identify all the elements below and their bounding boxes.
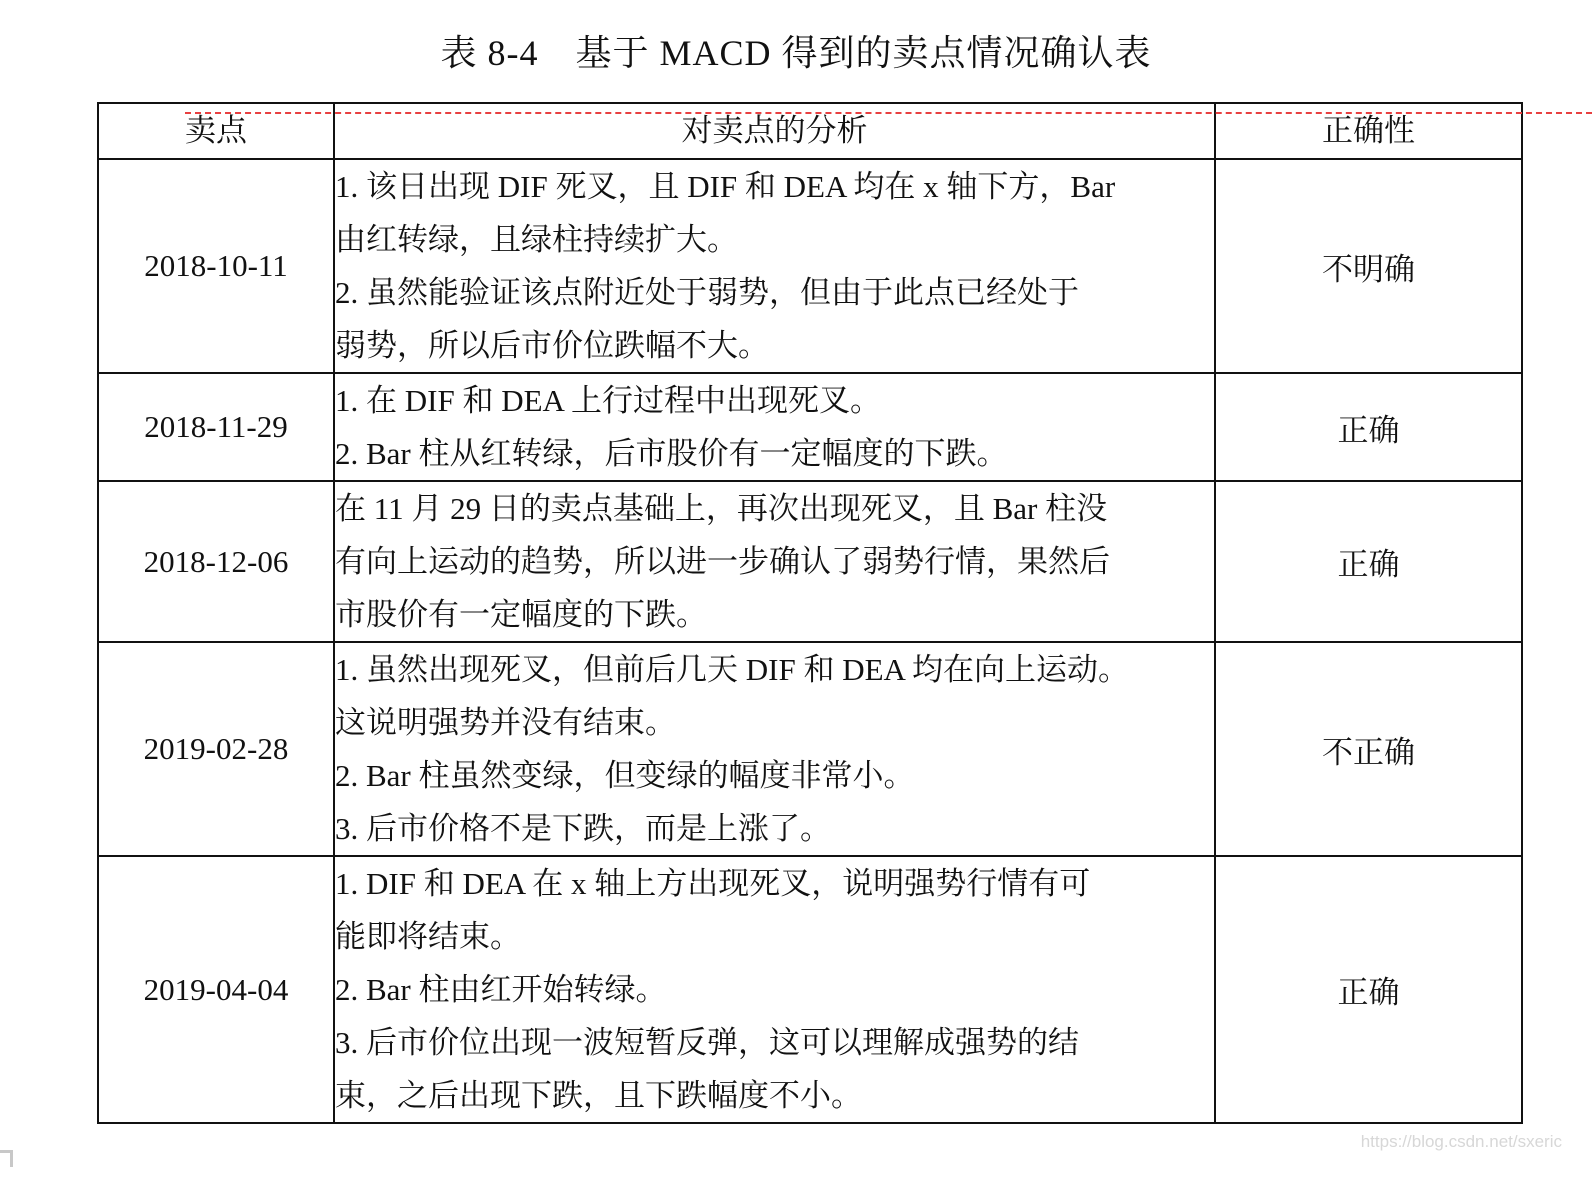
watermark-url: https://blog.csdn.net/sxeric xyxy=(1360,1132,1562,1151)
table-row xyxy=(98,373,1522,481)
header-analysis: 对卖点的分析 xyxy=(334,103,1215,159)
red-dashed-guide-line xyxy=(185,112,1592,114)
analysis-text xyxy=(334,642,1215,856)
table-row xyxy=(98,481,1522,642)
analysis-line: 能即将结束。 xyxy=(335,919,521,954)
analysis-text xyxy=(334,373,1215,481)
table-row xyxy=(98,642,1522,856)
correctness-value: 正确 xyxy=(1215,481,1522,642)
analysis-text xyxy=(334,856,1215,1123)
analysis-line: 弱势，所以后市价位跌幅不大。 xyxy=(335,328,769,363)
analysis-line: 3. 后市价位出现一波短暂反弹，这可以理解成强势的结 xyxy=(335,1025,1079,1060)
analysis-line: 市股价有一定幅度的下跌。 xyxy=(335,597,707,632)
sell-point-confirmation-table xyxy=(97,102,1523,1124)
correctness-value: 不明确 xyxy=(1215,159,1522,373)
table-row xyxy=(98,159,1522,373)
analysis-line: 这说明强势并没有结束。 xyxy=(335,705,676,740)
analysis-line: 1. DIF 和 DEA 在 x 轴上方出现死叉，说明强势行情有可 xyxy=(335,866,1091,901)
analysis-line: 2. Bar 柱由红开始转绿。 xyxy=(335,972,667,1007)
correctness-value: 不正确 xyxy=(1215,642,1522,856)
analysis-line: 由红转绿，且绿柱持续扩大。 xyxy=(335,222,738,257)
analysis-line: 2. 虽然能验证该点附近处于弱势，但由于此点已经处于 xyxy=(335,275,1079,310)
analysis-line: 1. 在 DIF 和 DEA 上行过程中出现死叉。 xyxy=(335,383,881,418)
correctness-value: 正确 xyxy=(1215,856,1522,1123)
analysis-line: 2. Bar 柱虽然变绿，但变绿的幅度非常小。 xyxy=(335,758,915,793)
analysis-line: 在 11 月 29 日的卖点基础上，再次出现死叉，且 Bar 柱没 xyxy=(335,491,1108,526)
table-row xyxy=(98,856,1522,1123)
analysis-text xyxy=(334,159,1215,373)
header-correctness: 正确性 xyxy=(1215,103,1522,159)
sell-point-date: 2018-11-29 xyxy=(98,373,334,481)
table-caption: 表 8-4 基于 MACD 得到的卖点情况确认表 xyxy=(440,33,1152,73)
analysis-line: 2. Bar 柱从红转绿，后市股价有一定幅度的下跌。 xyxy=(335,436,1008,471)
analysis-line: 1. 虽然出现死叉，但前后几天 DIF 和 DEA 均在向上运动。 xyxy=(335,652,1129,687)
correctness-value: 正确 xyxy=(1215,373,1522,481)
corner-bracket-icon xyxy=(0,1150,13,1167)
analysis-line: 3. 后市价格不是下跌，而是上涨了。 xyxy=(335,811,831,846)
sell-point-date: 2018-12-06 xyxy=(98,481,334,642)
sell-point-date: 2019-02-28 xyxy=(98,642,334,856)
analysis-text xyxy=(334,481,1215,642)
sell-point-date: 2018-10-11 xyxy=(98,159,334,373)
header-sell-point: 卖点 xyxy=(98,103,334,159)
analysis-line: 束，之后出现下跌，且下跌幅度不小。 xyxy=(335,1078,862,1113)
analysis-line: 有向上运动的趋势，所以进一步确认了弱势行情，果然后 xyxy=(335,544,1110,579)
sell-point-date: 2019-04-04 xyxy=(98,856,334,1123)
analysis-line: 1. 该日出现 DIF 死叉，且 DIF 和 DEA 均在 x 轴下方，Bar xyxy=(335,169,1116,204)
